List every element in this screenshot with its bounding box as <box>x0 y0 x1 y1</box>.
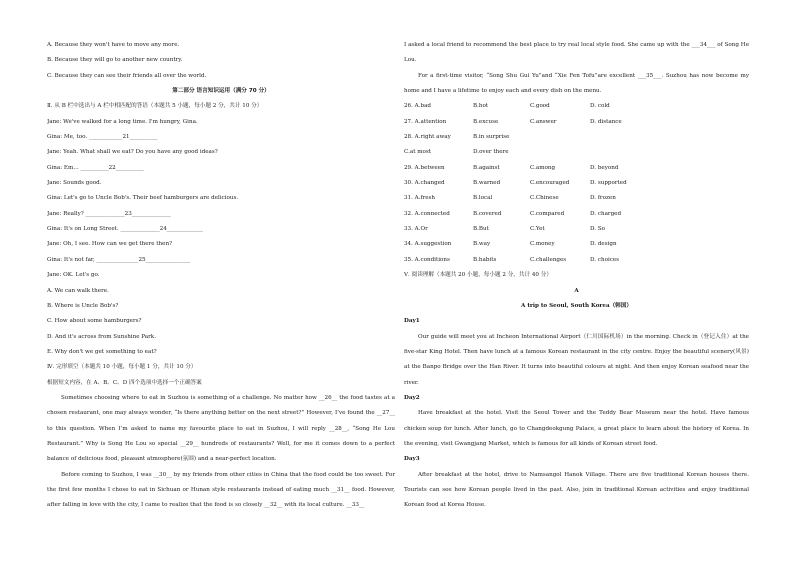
option-b: B.But <box>473 226 489 233</box>
cloze-paragraph: Before coming to Suzhou, I was __30__ by my friends from other cities in China that the food could be too sweet. For the first few months I chose to eat in Sichuan or Hunan style restaurants instead of eating much __31__ food. However, after falling in love with the city, I came to realize that the food is so closely __32__ with its local culture. __33__ <box>47 471 395 509</box>
option-a: 26. A.bad <box>404 103 431 110</box>
option-b: B.covered <box>473 210 502 217</box>
option-row <box>404 253 749 268</box>
option-row <box>404 237 749 252</box>
option-c: C.Yet <box>530 226 545 233</box>
dialog-line: Jane: OK. Let's go. <box>47 272 100 279</box>
option-b: B.warned <box>473 180 501 187</box>
option-a: 33. A.Or <box>404 226 428 233</box>
option-a: 35. A.conditions <box>404 256 450 263</box>
choice-item: C. How about some hamburgers? <box>47 318 142 325</box>
option-d: D. supported <box>590 180 627 187</box>
option-c: C.compared <box>530 210 565 217</box>
option-c: C.answer <box>530 118 557 125</box>
option-a: 32. A.connected <box>404 210 450 217</box>
option-row <box>404 99 749 114</box>
option-b: B. Because they will go to another new country. <box>47 57 183 64</box>
option-b: B.excuse <box>473 118 499 125</box>
option-a: 34. A.suggestion <box>404 241 452 248</box>
option-b: B.local <box>473 195 493 202</box>
dialog-line: Gina: Me, too. ____________21__________ <box>47 134 158 141</box>
option-d: D. choices <box>590 256 620 263</box>
dialog-line: Gina: Em… __________22__________ <box>47 164 144 171</box>
day-text: Our guide will meet you at Incheon International Airport（仁川国际机场）in the morning. Check in（登记入住）at the five-star King Hotel. Then have lunch at a famous Korean restaurant in the city centre. Enjoy the beautiful scenery(风景) at the Banpo Bridge over the Han River. It turns into beautiful colours at night. And then enjoy Korean seafood near the river. <box>404 333 749 386</box>
section-two-title: Ⅱ. 从 B 栏中选出与 A 栏中相匹配的答语（本题共 5 小题，每小题 2 分，共计 10 分） <box>47 103 263 110</box>
cloze-paragraph: For a first-time visitor, “Song Shu Gui Yu”and “Xie Fen Tofu”are excellent ___35___. Suzhou has now become my home and I have a lifetime to enjoy each and every dish on the menu. <box>404 72 749 95</box>
option-row <box>404 207 749 222</box>
option-d: D.over there <box>473 149 509 156</box>
option-a: 27. A.attention <box>404 118 447 125</box>
option-c: C.at most <box>404 149 432 156</box>
day-heading: Day2 <box>404 394 420 401</box>
option-d: D. distance <box>590 118 622 125</box>
cloze-paragraph: Sometimes choosing where to eat in Suzhou is something of a challenge. No matter how __26__ the food tastes at a chosen restaurant, one may always wonder, “Is there anything better on the next street?” However, I’ve found the __27__ to this question. When I’m asked to name my favourite place to eat in Suzhou, I will reply __28__, “Song He Lou Restaurant.” Why is Song He Lou so special __29__ hundreds of restaurants? Well, for me it comes down to a perfect balance of delicious food, pleasant atmosphere(氛围) and a near-perfect location. <box>47 394 395 463</box>
right-column <box>404 38 749 514</box>
option-b: B.hot <box>473 103 489 110</box>
choice-item: A. We can walk there. <box>47 287 109 294</box>
option-d: D. design <box>590 241 617 248</box>
option-row <box>404 145 749 160</box>
dialog-line: Jane: Sounds good. <box>47 180 102 187</box>
day-text: Have breakfast at the hotel. Visit the Seoul Tower and the Teddy Bear Museum near the hotel. Have famous chicken soup for lunch. After lunch, go to Changdeokgung Palace, a great place to learn about the history of Korea. In the evening, visit Gwangjang Market, which is famous for all kinds of Korean street food. <box>404 410 749 447</box>
option-d: D. cold <box>590 103 610 110</box>
option-d: D. frozen <box>590 195 616 202</box>
option-row <box>404 222 749 237</box>
dialog-line: Jane: We've walked for a long time. I'm hungry, Gina. <box>47 118 198 125</box>
option-a: 30. A.changed <box>404 180 445 187</box>
day-heading: Day1 <box>404 318 420 325</box>
option-d: D. charged <box>590 210 622 217</box>
choice-item: E. Why don't we get something to eat? <box>47 348 157 355</box>
day-heading: Day3 <box>404 456 420 463</box>
option-c: C. Because they can see their friends all over the world. <box>47 72 207 79</box>
option-row <box>404 176 749 191</box>
option-a: A. Because they won't have to move any more. <box>47 42 180 48</box>
option-b: B.against <box>473 164 500 171</box>
option-c: C.Chinese <box>530 195 559 202</box>
left-column <box>47 38 395 514</box>
section-four-title: Ⅳ. 完形填空（本题共 10 小题，每小题 1 分，共计 10 分） <box>47 364 197 371</box>
option-a: 31. A.fresh <box>404 195 436 202</box>
option-row <box>404 115 749 130</box>
option-c: C.good <box>530 103 550 110</box>
choice-item: D. And it's across from Sunshine Park. <box>47 333 156 340</box>
option-b: B.in surprise <box>473 134 510 141</box>
option-row <box>404 161 749 176</box>
option-c: C.money <box>530 241 555 248</box>
dialog-line: Jane: Oh, I see. How can we get there then? <box>47 241 173 248</box>
section-four-instruction: 根据短文内容，在 A、B、C、D 四个选项中选择一个正确答案 <box>47 379 202 386</box>
section-five-title: Ⅴ. 阅读理解（本题共 20 小题，每小题 2 分，共计 40 分） <box>404 272 552 279</box>
option-a: 29. A.between <box>404 164 445 171</box>
dialog-line: Gina: It's not far, _______________25________________ <box>47 256 191 263</box>
passage-title: A trip to Seoul, South Korea（韩国） <box>521 302 632 309</box>
option-c: C.challenges <box>530 256 567 263</box>
cloze-continuation: I asked a local friend to recommend the best place to try real local style food. She came up with the ___34___ of Song He Lou. <box>404 42 749 64</box>
part-two-title: 第二部分 语言知识运用（满分 70 分） <box>172 88 270 95</box>
day-text: After breakfast at the hotel, drive to Namsangol Hanok Village. There are five traditional Korean houses there. Tourists can see how Korean people lived in the past. Also, join in traditional Korean activities and enjoy traditional Korean food at Korea House. <box>404 471 749 509</box>
option-b: B.habits <box>473 256 497 263</box>
choice-item: B. Where is Uncle Bob's? <box>47 302 119 309</box>
dialog-line: Jane: Really? ______________23______________ <box>47 210 171 217</box>
option-d: D. beyond <box>590 164 619 171</box>
option-b: B.way <box>473 241 491 248</box>
passage-letter: A <box>574 287 579 294</box>
option-row <box>404 130 749 145</box>
option-c: C.encouraged <box>530 180 570 187</box>
option-row <box>404 191 749 206</box>
dialog-line: Gina: It's on Long Street. ______________24_____________ <box>47 226 204 233</box>
option-c: C.among <box>530 164 556 171</box>
option-a: 28. A.right away <box>404 134 451 141</box>
option-d: D. So <box>590 226 606 233</box>
dialog-line: Gina: Let's go to Uncle Bob's. Their beef hamburgers are delicious. <box>47 195 239 202</box>
dialog-line: Jane: Yeah. What shall we eat? Do you have any good ideas? <box>47 149 218 156</box>
